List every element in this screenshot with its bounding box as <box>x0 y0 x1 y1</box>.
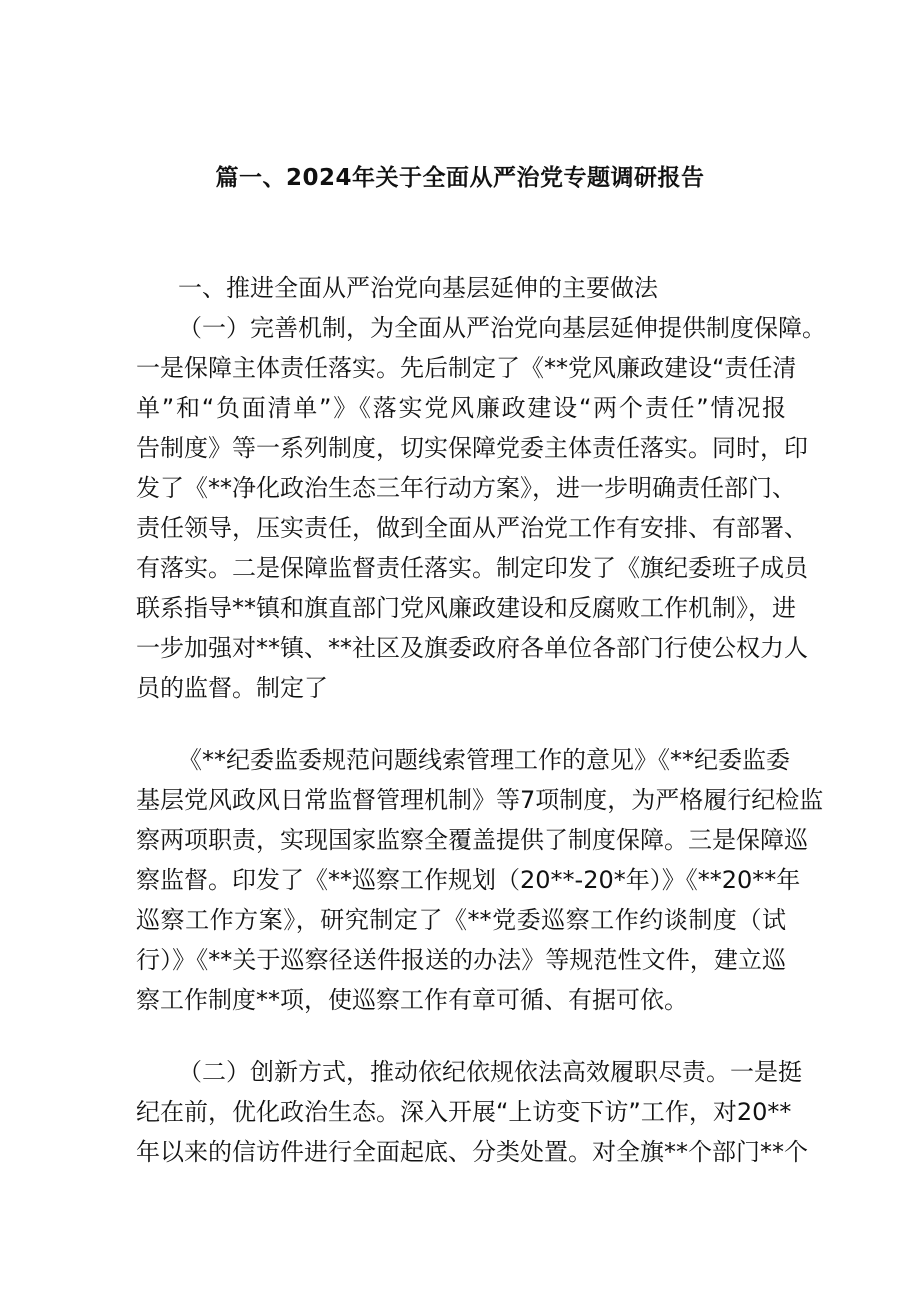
paragraph-line: 单”和“负面清单”》《落实党风廉政建设“两个责任”情况报 <box>136 394 786 422</box>
paragraph-3 <box>136 1052 808 1172</box>
paragraph-1 <box>136 308 826 708</box>
paragraph-line: 年以来的信访件进行全面起底、分类处置。对全旗**个部门**个 <box>136 1138 808 1166</box>
paragraph-line: 察两项职责，实现国家监察全覆盖提供了制度保障。三是保障巡 <box>136 826 808 854</box>
paragraph-line: 基层党风政风日常监督管理机制》等7项制度，为严格履行纪检监 <box>136 786 824 814</box>
paragraph-line: （一）完善机制，为全面从严治党向基层延伸提供制度保障。 <box>178 314 826 342</box>
paragraph-2 <box>136 740 824 1020</box>
paragraph-line: 行）》《**关于巡察径送件报送的办法》等规范性文件，建立巡 <box>136 946 786 974</box>
paragraph-line: （二）创新方式，推动依纪依规依法高效履职尽责。一是挺 <box>178 1058 802 1086</box>
section-heading: 一、推进全面从严治党向基层延伸的主要做法 <box>178 274 658 302</box>
paragraph-line: 告制度》等一系列制度，切实保障党委主体责任落实。同时，印 <box>136 434 808 462</box>
document-title: 篇一、2024年关于全面从严治党专题调研报告 <box>215 165 705 191</box>
paragraph-line: 联系指导**镇和旗直部门党风廉政建设和反腐败工作机制》，进 <box>136 594 796 622</box>
paragraph-line: 发了《**净化政治生态三年行动方案》，进一步明确责任部门、 <box>136 474 796 502</box>
paragraph-line: 责任领导，压实责任，做到全面从严治党工作有安排、有部署、 <box>136 514 808 542</box>
paragraph-line: 《**纪委监委规范问题线索管理工作的意见》《**纪委监委 <box>178 746 790 774</box>
paragraph-line: 察工作制度**项，使巡察工作有章可循、有据可依。 <box>136 986 688 1014</box>
paragraph-line: 有落实。二是保障监督责任落实。制定印发了《旗纪委班子成员 <box>136 554 808 582</box>
paragraph-line: 巡察工作方案》，研究制定了《**党委巡察工作约谈制度（试 <box>136 906 786 934</box>
paragraph-line: 员的监督。制定了 <box>136 674 328 702</box>
paragraph-line: 纪在前，优化政治生态。深入开展“上访变下访”工作，对20** <box>136 1098 792 1126</box>
paragraph-line: 一步加强对**镇、**社区及旗委政府各单位各部门行使公权力人 <box>136 634 808 662</box>
paragraph-line: 察监督。印发了《**巡察工作规划（20**-20*年）》《**20**年 <box>136 866 801 894</box>
paragraph-line: 一是保障主体责任落实。先后制定了《**党风廉政建设“责任清 <box>136 354 797 382</box>
